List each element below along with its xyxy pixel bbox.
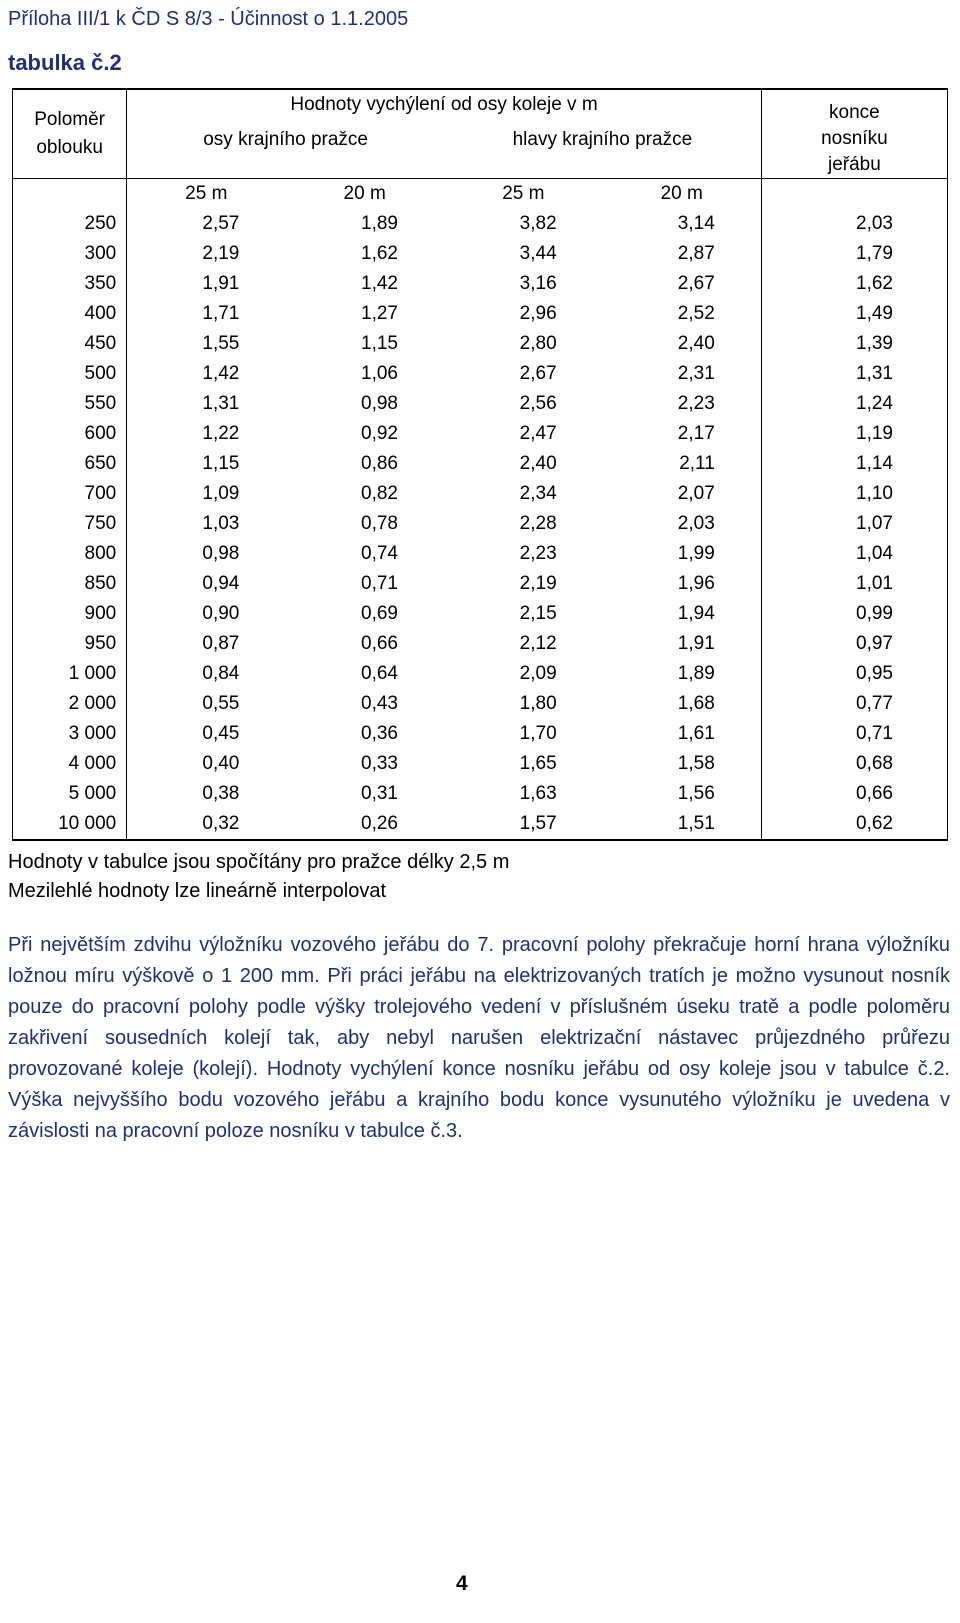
document-header: Příloha III/1 k ČD S 8/3 - Účinnost o 1.1.2005 xyxy=(8,8,409,30)
value-cell: 2,23 xyxy=(603,389,762,419)
value-cell: 1,63 xyxy=(519,783,557,804)
radius-header-line-2: oblouku xyxy=(36,137,103,158)
radius-cell: 950 xyxy=(13,629,127,659)
value-cell: 0,33 xyxy=(361,753,398,774)
value-cell: 0,71 xyxy=(761,719,947,749)
value-cell: 2,40 xyxy=(603,329,762,359)
body-paragraph: Při největším zdvihu výložníku vozového jeřábu do 7. pracovní polohy překračuje horní hrana výložníku ložnou míru výškově o 1 200 mm. Při práci jeřábu na elektrizovaných tratích je možno vysunout nosník pouze do pracovní polohy podle výšky trolejového vedení v příslušném úseku tratě a podle poloměru zakřivení sousedních kolejí tak, aby nebyl narušen elektrizační nástavec průjezdného průřezu provozované koleje (kolejí). Hodnoty vychýlení konce nosníku jeřábu od osy koleje jsou v tabulce č.2. Výška nejvyššího bodu vozového jeřábu a krajního bodu konce vysunutého výložníku je uvedena v závislosti na pracovní poloze nosníku v tabulce č.3. xyxy=(8,934,950,1142)
value-cell: 2,15 xyxy=(519,603,557,624)
value-cell: 1,24 xyxy=(761,389,947,419)
table-row xyxy=(13,719,948,749)
end-header-line-1: konce xyxy=(829,102,880,123)
subheader-sleeper-head: hlavy krajního pražce xyxy=(512,129,693,150)
value-cell: 1,91 xyxy=(127,269,286,299)
value-cell: 1,79 xyxy=(761,239,947,269)
table-row xyxy=(13,509,948,539)
table-row xyxy=(13,209,948,239)
value-cell: 0,87 xyxy=(127,629,286,659)
value-cell: 0,69 xyxy=(361,603,398,624)
value-cell: 1,49 xyxy=(761,299,947,329)
value-cell: 2,56 xyxy=(519,393,557,414)
value-cell: 1,71 xyxy=(127,299,286,329)
value-cell: 2,67 xyxy=(519,363,557,384)
value-cell: 1,15 xyxy=(127,449,286,479)
table-row xyxy=(13,689,948,719)
value-cell: 1,57 xyxy=(444,809,603,840)
value-cell: 0,74 xyxy=(361,543,398,564)
radius-cell: 250 xyxy=(13,209,127,239)
table-notes xyxy=(8,848,509,906)
value-cell: 1,15 xyxy=(361,333,398,354)
value-cell: 1,09 xyxy=(127,479,286,509)
value-cell: 0,36 xyxy=(361,723,398,744)
value-cell: 2,23 xyxy=(519,543,557,564)
table-row xyxy=(13,389,948,419)
value-cell: 1,62 xyxy=(361,243,398,264)
note-line: Mezilehlé hodnoty lze lineárně interpolovat xyxy=(8,880,387,902)
value-cell: 2,03 xyxy=(603,509,762,539)
value-cell: 3,14 xyxy=(603,209,762,239)
radius-cell: 1 000 xyxy=(13,659,127,689)
value-cell: 1,42 xyxy=(127,359,286,389)
table-row xyxy=(13,809,948,840)
value-cell: 1,01 xyxy=(761,569,947,599)
value-cell: 0,38 xyxy=(127,779,286,809)
radius-cell: 3 000 xyxy=(13,719,127,749)
radius-cell: 600 xyxy=(13,419,127,449)
value-cell: 0,66 xyxy=(361,633,398,654)
value-cell: 2,40 xyxy=(519,453,557,474)
value-cell: 2,12 xyxy=(519,633,557,654)
value-cell: 1,56 xyxy=(603,779,762,809)
value-cell: 1,91 xyxy=(603,629,762,659)
value-cell: 0,95 xyxy=(761,659,947,689)
table-row xyxy=(13,479,948,509)
value-cell: 0,40 xyxy=(127,749,286,779)
value-cell: 1,31 xyxy=(127,389,286,419)
radius-header xyxy=(13,89,127,179)
value-cell: 0,77 xyxy=(761,689,947,719)
radius-cell: 850 xyxy=(13,569,127,599)
value-cell: 3,82 xyxy=(519,213,557,234)
table-row xyxy=(13,569,948,599)
group-header: Hodnoty vychýlení od osy koleje v m xyxy=(127,89,762,120)
table-row xyxy=(13,239,948,269)
value-cell: 2,31 xyxy=(603,359,762,389)
value-cell: 0,82 xyxy=(361,483,398,504)
value-cell: 1,70 xyxy=(519,723,557,744)
value-cell: 1,06 xyxy=(361,363,398,384)
value-cell: 2,96 xyxy=(519,303,557,324)
value-cell: 1,80 xyxy=(519,693,557,714)
table-row xyxy=(13,659,948,689)
radius-cell: 450 xyxy=(13,329,127,359)
value-cell: 0,78 xyxy=(361,513,398,534)
value-cell: 2,87 xyxy=(603,239,762,269)
value-cell: 2,57 xyxy=(127,209,286,239)
table-row xyxy=(13,449,948,479)
value-cell: 2,07 xyxy=(603,479,762,509)
value-cell: 0,45 xyxy=(127,719,286,749)
value-cell: 2,17 xyxy=(603,419,762,449)
value-cell: 1,55 xyxy=(127,329,286,359)
value-cell: 0,68 xyxy=(761,749,947,779)
length-empty-cell xyxy=(13,179,127,210)
value-cell: 1,39 xyxy=(761,329,947,359)
value-cell: 0,55 xyxy=(127,689,286,719)
radius-cell: 700 xyxy=(13,479,127,509)
value-cell: 0,97 xyxy=(761,629,947,659)
value-cell: 2,52 xyxy=(603,299,762,329)
value-cell: 1,99 xyxy=(603,539,762,569)
note-line: Hodnoty v tabulce jsou spočítány pro pražce délky 2,5 m xyxy=(8,851,510,873)
table-row xyxy=(13,599,948,629)
radius-cell: 900 xyxy=(13,599,127,629)
length-header: 25 m xyxy=(127,179,286,210)
length-header: 25 m xyxy=(444,179,603,210)
value-cell: 1,31 xyxy=(761,359,947,389)
table-row xyxy=(13,329,948,359)
value-cell: 1,58 xyxy=(603,749,762,779)
end-header-line-3: jeřábu xyxy=(827,154,881,175)
value-cell: 0,90 xyxy=(127,599,286,629)
table-row xyxy=(13,749,948,779)
value-cell: 0,26 xyxy=(285,809,444,840)
table-row xyxy=(13,539,948,569)
page-number: 4 xyxy=(456,1572,468,1595)
value-cell: 0,66 xyxy=(761,779,947,809)
value-cell: 1,51 xyxy=(603,809,762,840)
value-cell: 1,07 xyxy=(761,509,947,539)
table-row xyxy=(13,629,948,659)
value-cell: 0,86 xyxy=(361,453,398,474)
table-title: tabulka č.2 xyxy=(8,50,122,75)
value-cell: 1,10 xyxy=(761,479,947,509)
table-row xyxy=(13,269,948,299)
radius-cell: 300 xyxy=(13,239,127,269)
value-cell: 1,04 xyxy=(761,539,947,569)
value-cell: 1,19 xyxy=(761,419,947,449)
table-row xyxy=(13,419,948,449)
value-cell: 1,27 xyxy=(361,303,398,324)
value-cell: 1,42 xyxy=(361,273,398,294)
value-cell: 2,19 xyxy=(127,239,286,269)
radius-header-line-1: Poloměr xyxy=(34,109,105,130)
radius-cell: 350 xyxy=(13,269,127,299)
value-cell: 0,99 xyxy=(761,599,947,629)
value-cell: 0,94 xyxy=(127,569,286,599)
radius-cell: 2 000 xyxy=(13,689,127,719)
value-cell: 0,62 xyxy=(761,809,947,840)
value-cell: 1,61 xyxy=(603,719,762,749)
length-empty-cell xyxy=(761,179,947,210)
table-row xyxy=(13,359,948,389)
value-cell: 0,71 xyxy=(361,573,398,594)
value-cell: 0,98 xyxy=(127,539,286,569)
value-cell: 1,65 xyxy=(519,753,557,774)
radius-cell: 4 000 xyxy=(13,749,127,779)
subheader-sleeper-axis: osy krajního pražce xyxy=(127,120,444,160)
value-cell: 0,32 xyxy=(127,809,286,840)
value-cell: 1,14 xyxy=(761,449,947,479)
radius-cell: 400 xyxy=(13,299,127,329)
value-cell: 2,67 xyxy=(603,269,762,299)
value-cell: 2,19 xyxy=(519,573,557,594)
value-cell: 1,89 xyxy=(361,213,398,234)
value-cell: 0,43 xyxy=(361,693,398,714)
value-cell: 2,11 xyxy=(603,449,762,479)
end-header xyxy=(761,89,947,179)
value-cell: 3,44 xyxy=(519,243,557,264)
value-cell: 1,94 xyxy=(603,599,762,629)
radius-cell: 10 000 xyxy=(13,809,127,840)
deflection-table xyxy=(12,88,948,841)
value-cell: 0,92 xyxy=(361,423,398,444)
value-cell: 0,98 xyxy=(361,393,398,414)
value-cell: 1,03 xyxy=(127,509,286,539)
value-cell: 1,68 xyxy=(603,689,762,719)
value-cell: 2,28 xyxy=(519,513,557,534)
header-spacer xyxy=(127,160,762,179)
radius-cell: 650 xyxy=(13,449,127,479)
value-cell: 1,96 xyxy=(603,569,762,599)
value-cell: 1,22 xyxy=(127,419,286,449)
radius-cell: 5 000 xyxy=(13,779,127,809)
table-row xyxy=(13,299,948,329)
value-cell: 2,80 xyxy=(519,333,557,354)
radius-cell: 750 xyxy=(13,509,127,539)
value-cell: 2,47 xyxy=(519,423,557,444)
value-cell: 0,64 xyxy=(361,663,398,684)
length-header: 20 m xyxy=(285,179,444,210)
value-cell: 0,84 xyxy=(127,659,286,689)
end-header-line-2: nosníku xyxy=(821,128,888,149)
value-cell: 2,09 xyxy=(519,663,557,684)
value-cell: 1,89 xyxy=(603,659,762,689)
value-cell: 1,62 xyxy=(761,269,947,299)
value-cell: 2,03 xyxy=(761,209,947,239)
radius-cell: 500 xyxy=(13,359,127,389)
value-cell: 0,31 xyxy=(361,783,398,804)
radius-cell: 550 xyxy=(13,389,127,419)
value-cell: 2,34 xyxy=(519,483,557,504)
length-header: 20 m xyxy=(603,179,762,210)
table-row xyxy=(13,779,948,809)
value-cell: 3,16 xyxy=(519,273,557,294)
radius-cell: 800 xyxy=(13,539,127,569)
